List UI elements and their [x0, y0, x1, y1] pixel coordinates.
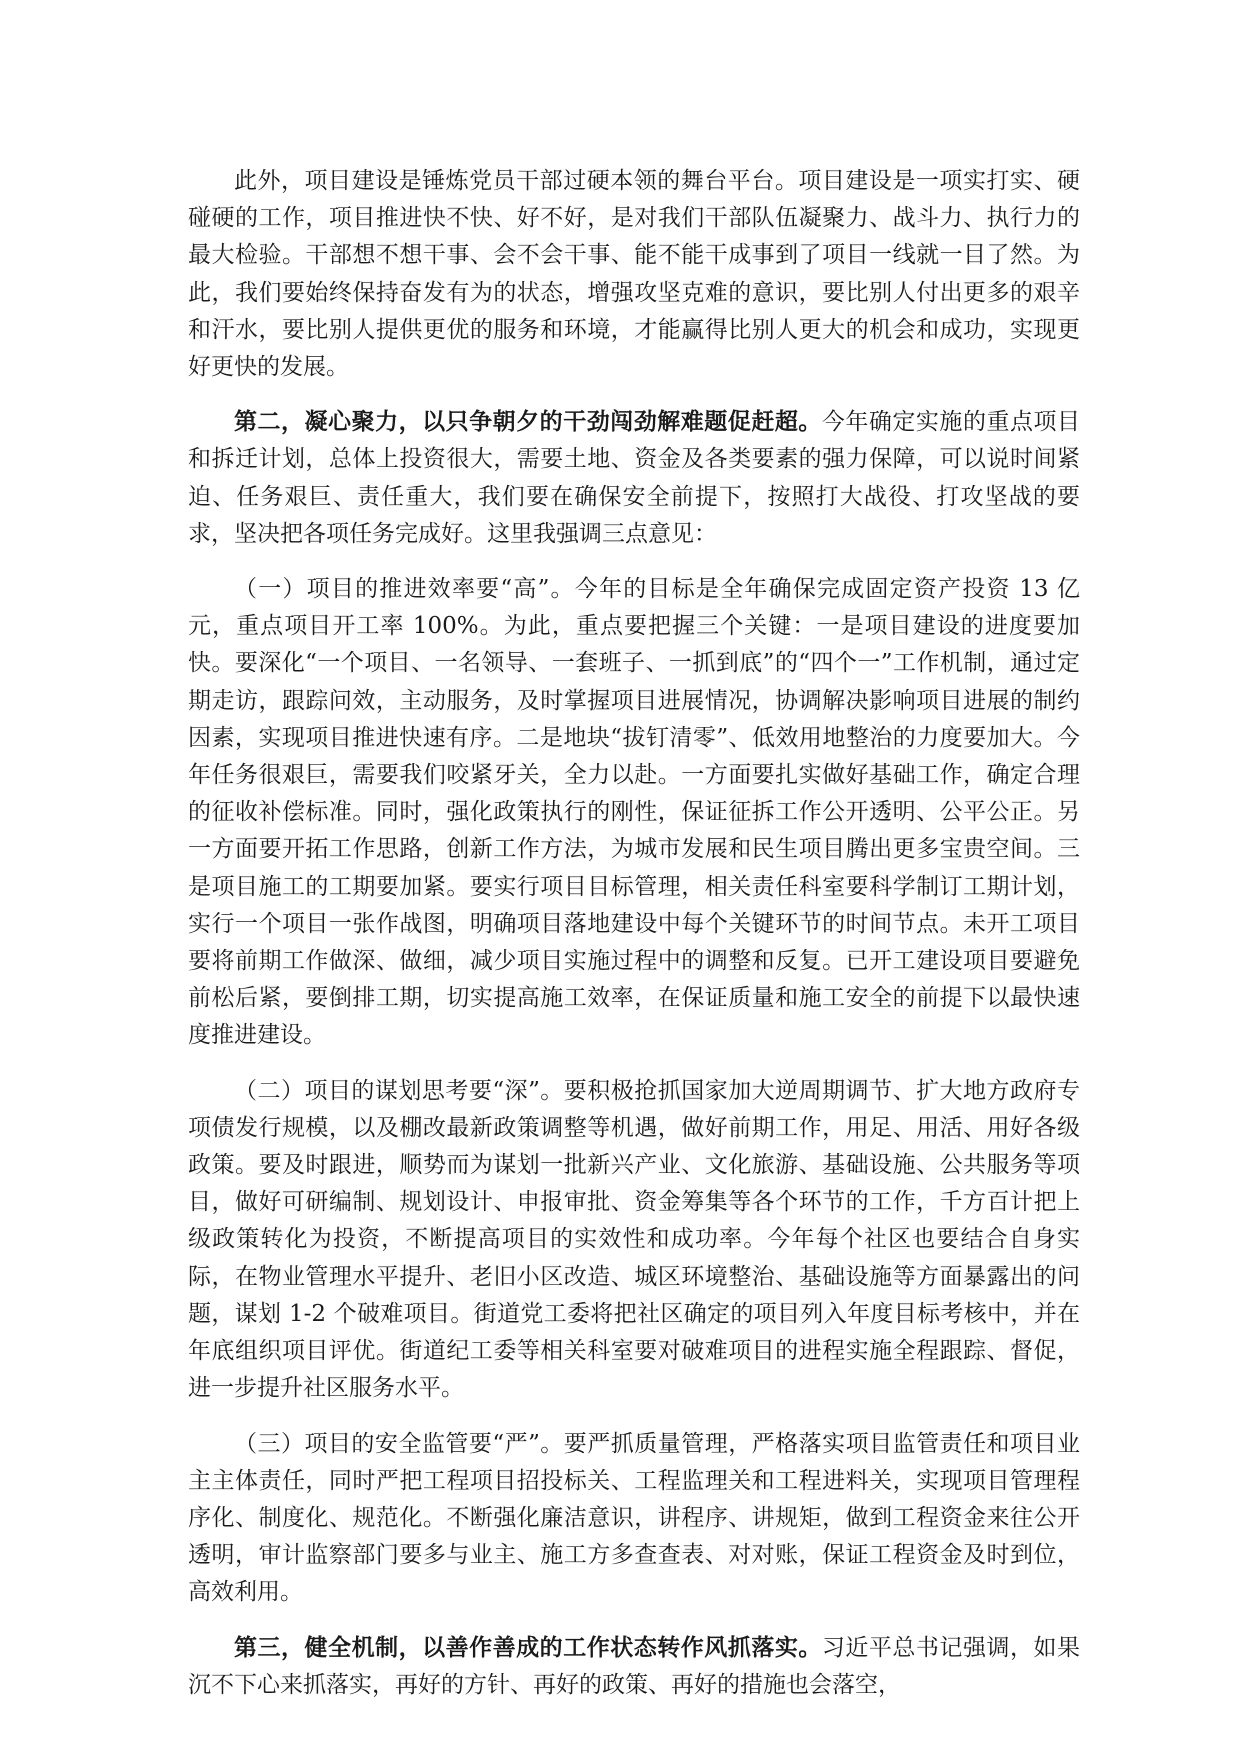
paragraph-section-two: [188, 403, 1080, 553]
paragraph-point-three: [188, 1425, 1080, 1612]
paragraph-project-platform: [188, 162, 1080, 386]
paragraph-text: 习近平总书记强调，如果沉不下心来抓落实，再好的方针、再好的政策、再好的措施也会落空，: [188, 1634, 1081, 1698]
paragraph-text: （二）项目的谋划思考要“深”。要积极抢抓国家加大逆周期调节、扩大地方政府专项债发行规模，以及棚改最新政策调整等机遇，做好前期工作，用足、用活、用好各级政策。要及时跟进，顺势而为谋划一批新兴产业、文化旅游、基础设施、公共服务等项目，做好可研编制、规划设计、申报审批、资金筹集等各个环节的工作，千方百计把上级政策转化为投资，不断提高项目的实效性和成功率。今年每个社区也要结合自身实际，在物业管理水平提升、老旧小区改造、城区环境整治、基础设施等方面暴露出的问题，谋划 1-2 个破难项目。街道党工委将把社区确定的项目列入年度目标考核中，并在年底组织项目评优。街道纪工委等相关科室要对破难项目的进程实施全程跟踪、督促，进一步提升社区服务水平。: [188, 1077, 1080, 1402]
paragraph-text: 今年确定实施的重点项目和拆迁计划，总体上投资很大，需要土地、资金及各类要素的强力保障，可以说时间紧迫、任务艰巨、责任重大，我们要在确保安全前提下，按照打大战役、打攻坚战的要求，坚决把各项任务完成好。这里我强调三点意见：: [188, 409, 1081, 547]
paragraph-point-two: [188, 1072, 1080, 1408]
paragraph-text: （三）项目的安全监管要“严”。要严抓质量管理，严格落实项目监管责任和项目业主主体责任，同时严把工程项目招投标关、工程监理关和工程进料关，实现项目管理程序化、制度化、规范化。不断强化廉洁意识，讲程序、讲规矩，做到工程资金来往公开透明，审计监察部门要多与业主、施工方多查查表、对对账，保证工程资金及时到位，高效利用。: [188, 1430, 1080, 1606]
section-heading: 第二，凝心聚力，以只争朝夕的干劲闯劲解难题促赶超。: [234, 408, 822, 436]
paragraph-point-one: [188, 570, 1080, 1055]
section-heading: 第三，健全机制，以善作善成的工作状态转作风抓落实。: [234, 1633, 822, 1661]
paragraph-text: 此外，项目建设是锤炼党员干部过硬本领的舞台平台。项目建设是一项实打实、硬碰硬的工作，项目推进快不快、好不好，是对我们干部队伍凝聚力、战斗力、执行力的最大检验。干部想不想干事、会不会干事、能不能干成事到了项目一线就一目了然。为此，我们要始终保持奋发有为的状态，增强攻坚克难的意识，要比别人付出更多的艰辛和汗水，要比别人提供更优的服务和环境，才能赢得比别人更大的机会和成功，实现更好更快的发展。: [188, 168, 1080, 381]
paragraph-text: （一）项目的推进效率要“高”。今年的目标是全年确保完成固定资产投资 13 亿元，重点项目开工率 100%。为此，重点要把握三个关键：一是项目建设的进度要加快。要深化“一个项目、一名领导、一套班子、一抓到底”的“四个一”工作机制，通过定期走访，跟踪问效，主动服务，及时掌握项目进展情况，协调解决影响项目进展的制约因素，实现项目推进快速有序。二是地块“拔钉清零”、低效用地整治的力度要加大。今年任务很艰巨，需要我们咬紧牙关，全力以赴。一方面要扎实做好基础工作，确定合理的征收补偿标准。同时，强化政策执行的刚性，保证征拆工作公开透明、公平公正。另一方面要开拓工作思路，创新工作方法，为城市发展和民生项目腾出更多宝贵空间。三是项目施工的工期要加紧。要实行项目目标管理，相关责任科室要科学制订工期计划，实行一个项目一张作战图，明确项目落地建设中每个关键环节的时间节点。未开工项目要将前期工作做深、做细，减少项目实施过程中的调整和反复。已开工建设项目要避免前松后紧，要倒排工期，切实提高施工效率，在保证质量和施工安全的前提下以最快速度推进建设。: [188, 576, 1080, 1049]
paragraph-section-three: [188, 1629, 1080, 1704]
document-body: [188, 162, 1080, 1721]
